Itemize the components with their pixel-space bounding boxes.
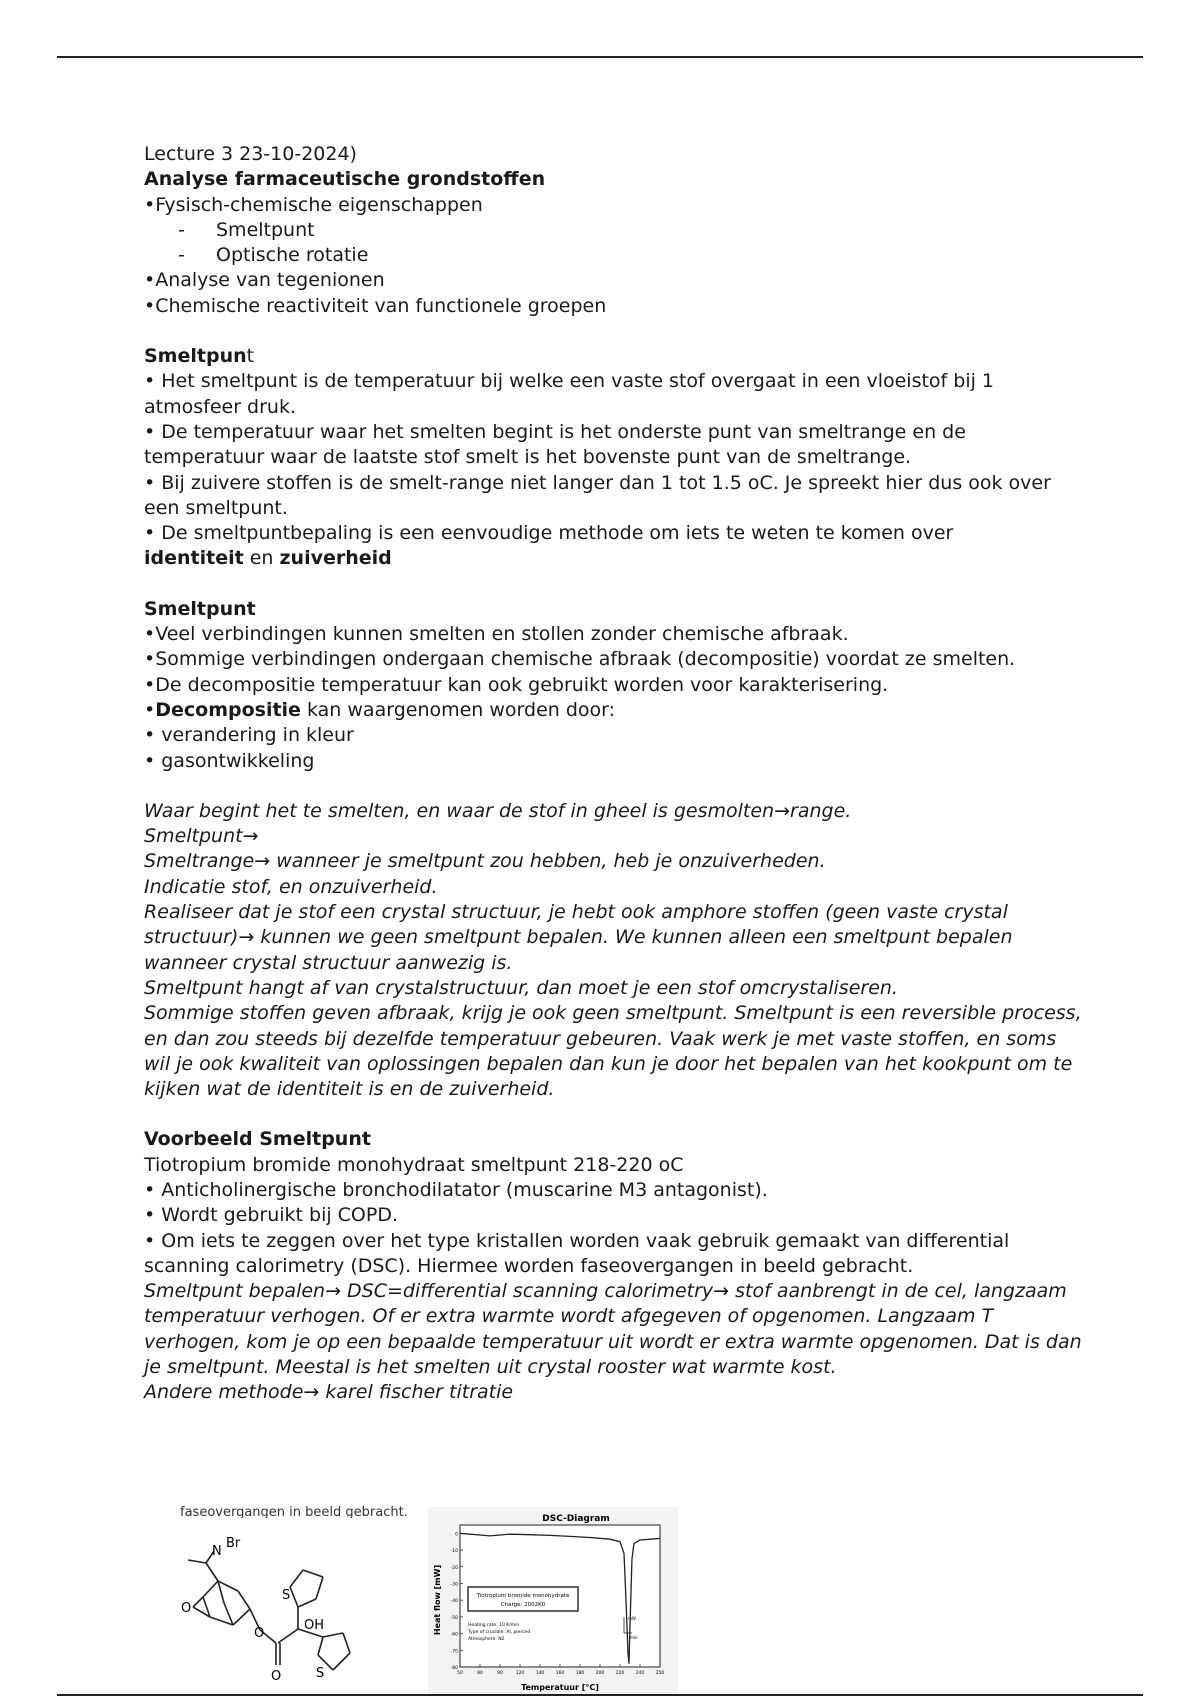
x-tick-label: 250 [655,1671,665,1676]
x-tick-label: 140 [535,1671,545,1676]
legend-label: Tiotropium bromide monohydrate [476,1593,570,1599]
svg-text:O: O [254,1626,265,1641]
svg-text:OH: OH [304,1618,325,1633]
note-line: Smeltpunt bepalen→ DSC=differential scanning calorimetry→ stof aanbrengt in de cel, langzaam temperatuur verhogen. Of er extra warmte wordt afgegeven of opgenomen. Langzaam T verhogen, kom je op een bepaalde temperatuur uit wordt er extra warmte opgenomen. Dat is dan je smeltpunt. Meestal is het smelten uit crystal rooster wat warmte kost. [144,1280,1082,1379]
y-tick-label: -70 [450,1649,458,1655]
y-tick-label: 0 [455,1532,458,1538]
bullet: • verandering in kleur [144,724,354,747]
bullet: • De smeltpuntbepaling is een eenvoudige methode om iets te weten te komen over [144,522,954,545]
svg-text:O: O [271,1669,282,1684]
chart-title: DSC-Diagram [542,1514,610,1524]
y-tick-label: -40 [450,1599,458,1605]
y-tick-label: -30 [450,1582,458,1588]
x-tick-label: 180 [575,1671,585,1676]
x-tick-label: 200 [595,1671,605,1676]
lecture-notes [144,142,1084,1406]
overview-subitem: - Smeltpunt [178,218,315,241]
dsc-chart [428,1505,678,1695]
x-tick-label: 120 [515,1671,525,1676]
italic-notes [144,799,1084,1103]
x-tick-label: 90 [497,1671,503,1676]
overview-item: •Chemische reactiviteit van functionele groepen [144,294,607,317]
bullet: • gasontwikkeling [144,749,315,772]
note-line: Indicatie stof, en onzuiverheid. [144,875,438,898]
note-line: Realiseer dat je stof een crystal structuur, je hebt ook amphore stoffen (geen vaste crystal structuur)→ kunnen we geen smeltpunt bepalen. We kunnen alleen een smeltpunt bepalen wanneer crystal structuur aanwezig is. [144,901,1013,974]
section-heading-voorbeeld: Voorbeeld Smeltpunt [144,1128,371,1151]
note-line: Smeltpunt→ [144,825,259,848]
bullet: •De decompositie temperatuur kan ook gebruikt worden voor karakterisering. [144,673,889,696]
svg-text:O: O [181,1601,192,1616]
scale-min: min [630,1635,638,1640]
chart-legend [468,1587,578,1611]
legend-charge: Charge: 2002K0 [500,1602,546,1608]
svg-text:N: N [212,1544,222,1559]
svg-text:Br: Br [226,1536,241,1551]
svg-text:S: S [282,1588,291,1603]
figure-dsc [158,1505,708,1695]
note-line: Andere methode→ karel fischer titratie [144,1381,514,1404]
section-heading-smeltpunt: Smeltpunt [144,345,255,368]
bullet: • De temperatuur waar het smelten begint is het onderste punt van smeltrange en de temperatuur waar de laatste stof smelt is het bovenste punt van de smeltrange. [144,420,966,469]
y-tick-label: -50 [450,1615,458,1621]
lecture-date: Lecture 3 23-10-2024) [144,143,357,165]
x-tick-label: 240 [635,1671,645,1676]
y-tick-label: -80 [450,1666,458,1671]
x-tick-label: 80 [477,1671,483,1676]
tiotropium-structure [178,1525,378,1690]
x-tick-label: 220 [615,1671,625,1676]
bullet: •Veel verbindingen kunnen smelten en stollen zonder chemische afbraak. [144,623,849,646]
note-line: Waar begint het te smelten, en waar de stof in gheel is gesmolten→range. [144,799,852,822]
example-line: Tiotropium bromide monohydraat smeltpunt 218-220 oC [144,1153,684,1176]
y-tick-label: -20 [450,1565,458,1571]
section-heading-smeltpunt-2: Smeltpunt [144,597,256,620]
y-tick-label: -10 [450,1549,458,1555]
x-tick-label: 50 [457,1671,463,1676]
bullet: • Wordt gebruikt bij COPD. [144,1204,399,1227]
bottom-rule [57,1694,1143,1696]
page-title: Analyse farmaceutische grondstoffen [144,168,546,191]
bullet-continuation: identiteit en zuiverheid [144,547,392,570]
svg-text:S: S [316,1666,325,1681]
note-line: Sommige stoffen geven afbraak, krijg je ook geen smeltpunt. Smeltpunt is een reversible process, en dan zou steeds bij dezelfde temperatuur gebeuren. Vaak werk je met vaste stoffen, en soms wil je ook kwaliteit van oplossingen bepalen dan kun je door het bepalen van het kookpunt om te kijken wat de identiteit is en de zuiverheid. [144,1002,1082,1101]
overview-subitem: - Optische rotatie [178,244,369,267]
overview-item: •Analyse van tegenionen [144,269,385,292]
bullet: •Sommige verbindingen ondergaan chemische afbraak (decompositie) voordat ze smelten. [144,648,1016,671]
italic-notes-2 [144,1279,1084,1405]
bullet: • Bij zuivere stoffen is de smelt-range niet langer dan 1 tot 1.5 oC. Je spreekt hier dus ook over een smeltpunt. [144,471,1051,519]
bullet: •Decompositie kan waargenomen worden door: [144,698,616,721]
top-rule [57,56,1143,58]
bullet: • Het smeltpunt is de temperatuur bij welke een vaste stof overgaat in een vloeistof bij 1 atmosfeer druk. [144,370,995,418]
y-tick-label: -60 [450,1632,458,1638]
x-axis-label: Temperatuur [°C] [521,1683,599,1692]
y-axis-label: Heat flow [mW] [433,1564,442,1636]
note-line: Smeltrange→ wanneer je smeltpunt zou hebben, heb je onzuiverheden. [144,850,826,873]
bullet: • Om iets te zeggen over het type kristallen worden vaak gebruik gemaakt van differential scanning calorimetry (DSC). Hiermee worden faseovergangen in beeld gebracht. [144,1229,1010,1277]
bullet: • Anticholinergische bronchodilatator (muscarine M3 antagonist). [144,1178,768,1201]
scale-mw: mW [628,1616,636,1621]
meta-crucible: Type of crucible: Al, pierced [468,1630,531,1635]
note-line: Smeltpunt hangt af van crystalstructuur, dan moet je een stof omcrystaliseren. [144,976,898,999]
overview-item: •Fysisch-chemische eigenschappen [144,193,483,216]
x-tick-label: 160 [555,1671,565,1676]
meta-heating-rate: Heating rate: 10 K/min [468,1623,520,1628]
figure-caption: faseovergangen in beeld gebracht. [180,1505,408,1518]
meta-atmosphere: Atmosphere: N2 [468,1637,505,1642]
